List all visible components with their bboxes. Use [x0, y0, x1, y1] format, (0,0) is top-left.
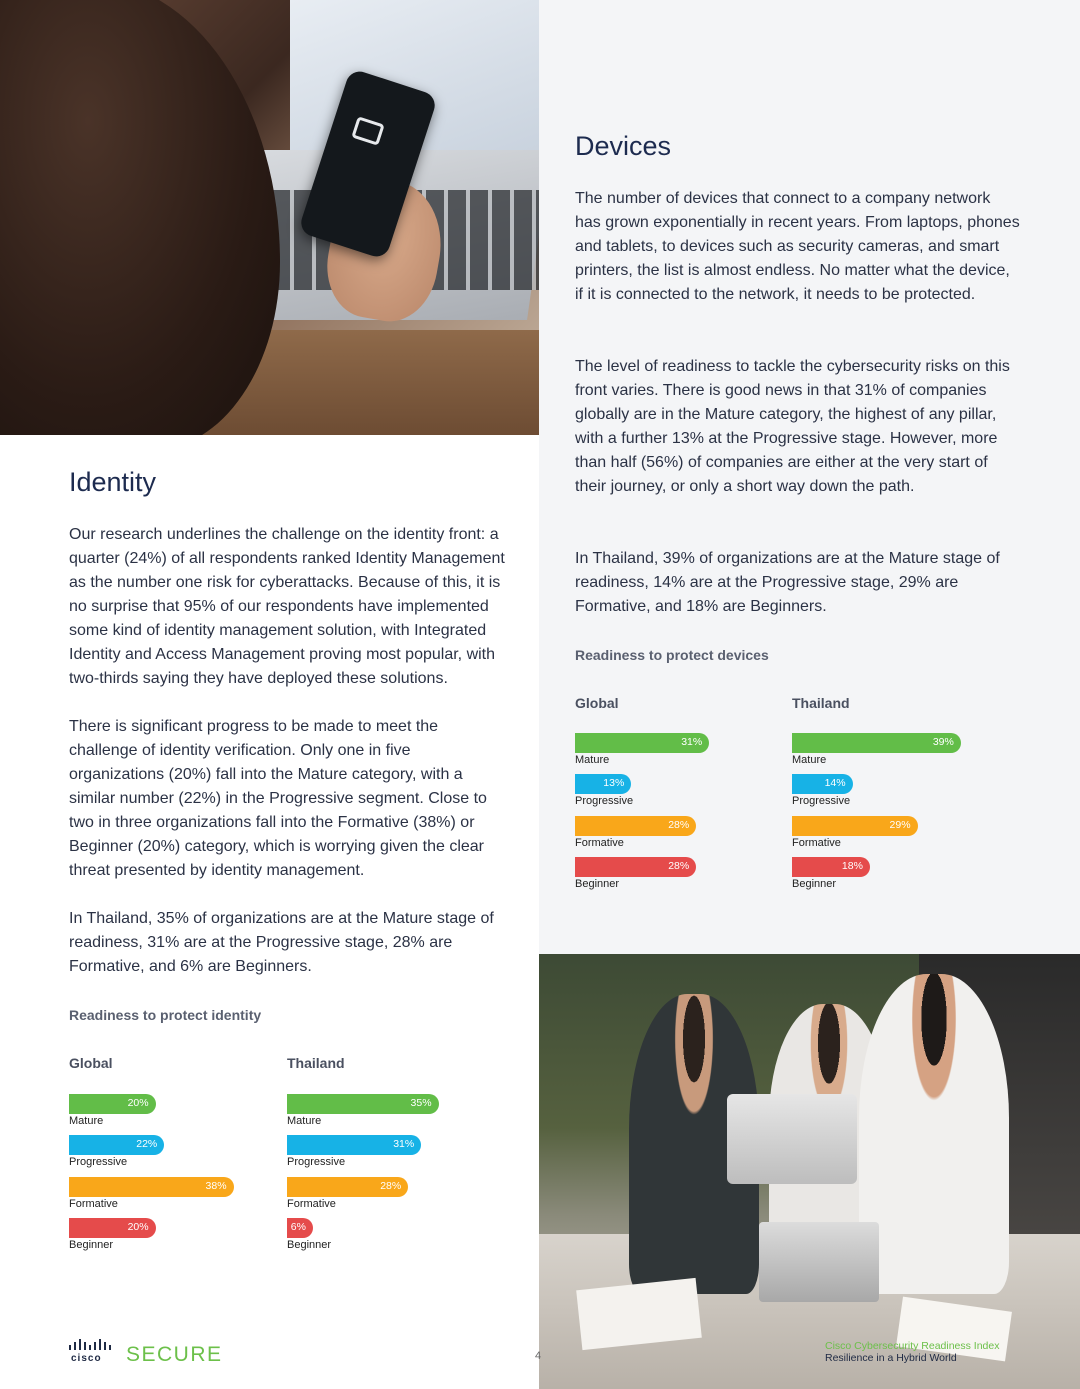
identity-paragraph-2: There is significant progress to be made to meet the challenge of identity verification. Only one in five organizations (20%) fall into the Mature category, with a similar number (22%) in the Progressive segment. Close to two in three organizations fall into the Formative (38%) or Beginner (20%) category, which is worrying given the clear threat presented by identity management.: [69, 718, 487, 879]
bar-category-label: Mature: [792, 754, 827, 766]
bar-category-label: Formative: [287, 1197, 336, 1210]
bar-value-label: 31%: [393, 1138, 415, 1151]
bar-category-label: Progressive: [792, 795, 851, 808]
bar-mature: [69, 1094, 156, 1114]
identity-global-label: Global: [69, 1055, 113, 1071]
bar-value-label: 22%: [136, 1138, 158, 1151]
bar-value-label: 14%: [824, 777, 846, 790]
report-subtitle: Resilience in a Hybrid World: [825, 1352, 957, 1364]
identity-chart-title: Readiness to protect identity: [69, 1007, 262, 1023]
secure-wordmark: SECURE: [126, 1343, 223, 1366]
identity-paragraph-1: Our research underlines the challenge on the identity front: a quarter (24%) of all respondents ranked Identity Management as the number one risk for cyberattacks. Because of this, it is no surprise that 95% of our respondents have implemented some kind of identity management solution, with Integrated Identity and Access Management proving most popular, with two-thirds saying they have deployed these solutions.: [69, 526, 505, 687]
bar-beginner: [287, 1218, 313, 1238]
devices-global-label: Global: [575, 695, 619, 711]
bar-progressive: [287, 1135, 421, 1155]
bar-value-label: 18%: [841, 859, 863, 872]
bar-category-label: Formative: [575, 836, 624, 849]
devices-thailand-label: Thailand: [792, 695, 850, 711]
bar-category-label: Mature: [287, 1115, 322, 1127]
bar-beginner: [575, 857, 696, 877]
bar-category-label: Formative: [792, 836, 841, 849]
devices-paragraph-3: In Thailand, 39% of organizations are at the Mature stage of readiness, 14% are at the Progressive stage, 29% are Formative, and 18% are Beginners.: [575, 550, 1000, 615]
bar-category-label: Beginner: [287, 1238, 332, 1251]
bar-progressive: [792, 774, 853, 794]
bar-value-label: 6%: [290, 1220, 306, 1233]
bar-mature: [287, 1094, 439, 1114]
bar-value-label: 28%: [668, 859, 690, 872]
bar-value-label: 20%: [127, 1097, 149, 1109]
devices-heading: Devices: [575, 131, 672, 161]
devices-paragraph-1: The number of devices that connect to a company network has grown exponentially in recent years. From laptops, phones and tablets, to devices such as security cameras, and smart printers, the list is almost endless. No matter what the device, if it is connected to the network, it needs to be protected.: [575, 190, 1020, 303]
bar-category-label: Progressive: [69, 1156, 128, 1169]
cisco-wordmark: cisco: [71, 1353, 102, 1364]
phone-lock-photo: [0, 0, 539, 435]
bar-value-label: 13%: [603, 777, 625, 790]
bar-category-label: Mature: [69, 1115, 104, 1127]
bar-mature: [575, 733, 709, 753]
bar-category-label: Progressive: [575, 795, 634, 808]
bar-value-label: 28%: [668, 818, 690, 831]
identity-heading: Identity: [69, 467, 157, 497]
devices-paragraph-2: The level of readiness to tackle the cybersecurity risks on this front varies. There is good news in that 31% of companies globally are in the Mature category, the highest of any pillar, with a further 13% at the Progressive stage. However, more than half (56%) of companies are either at the very start of their journey, or only a short way down the path.: [575, 358, 1010, 495]
bar-progressive: [575, 774, 631, 794]
bar-beginner: [69, 1218, 156, 1238]
bar-value-label: 20%: [127, 1220, 149, 1233]
bar-value-label: 31%: [681, 736, 703, 748]
bar-value-label: 29%: [889, 818, 911, 831]
bar-value-label: 38%: [205, 1179, 227, 1192]
bar-formative: [287, 1177, 408, 1197]
bar-category-label: Beginner: [69, 1238, 114, 1251]
team-laptop-photo: [539, 954, 1080, 1389]
bar-progressive: [69, 1135, 164, 1155]
bar-value-label: 28%: [380, 1179, 402, 1192]
page-number: 4: [535, 1350, 542, 1362]
bar-mature: [792, 733, 961, 753]
bar-formative: [575, 816, 696, 836]
bar-formative: [792, 816, 918, 836]
bar-category-label: Mature: [575, 754, 610, 766]
report-footer: [825, 1340, 1000, 1364]
bar-value-label: 39%: [932, 736, 954, 748]
bar-value-label: 35%: [410, 1097, 432, 1109]
bar-beginner: [792, 857, 870, 877]
bar-category-label: Beginner: [575, 877, 620, 890]
bar-formative: [69, 1177, 234, 1197]
report-title: Cisco Cybersecurity Readiness Index: [825, 1340, 1000, 1352]
identity-thailand-label: Thailand: [287, 1055, 345, 1071]
bar-category-label: Formative: [69, 1197, 118, 1210]
identity-paragraph-3: In Thailand, 35% of organizations are at the Mature stage of readiness, 31% are at the Progressive stage, 28% are Formative, and 6% are Beginners.: [69, 910, 494, 975]
devices-chart-title: Readiness to protect devices: [575, 647, 769, 663]
bar-category-label: Beginner: [792, 877, 837, 890]
bar-category-label: Progressive: [287, 1156, 346, 1169]
